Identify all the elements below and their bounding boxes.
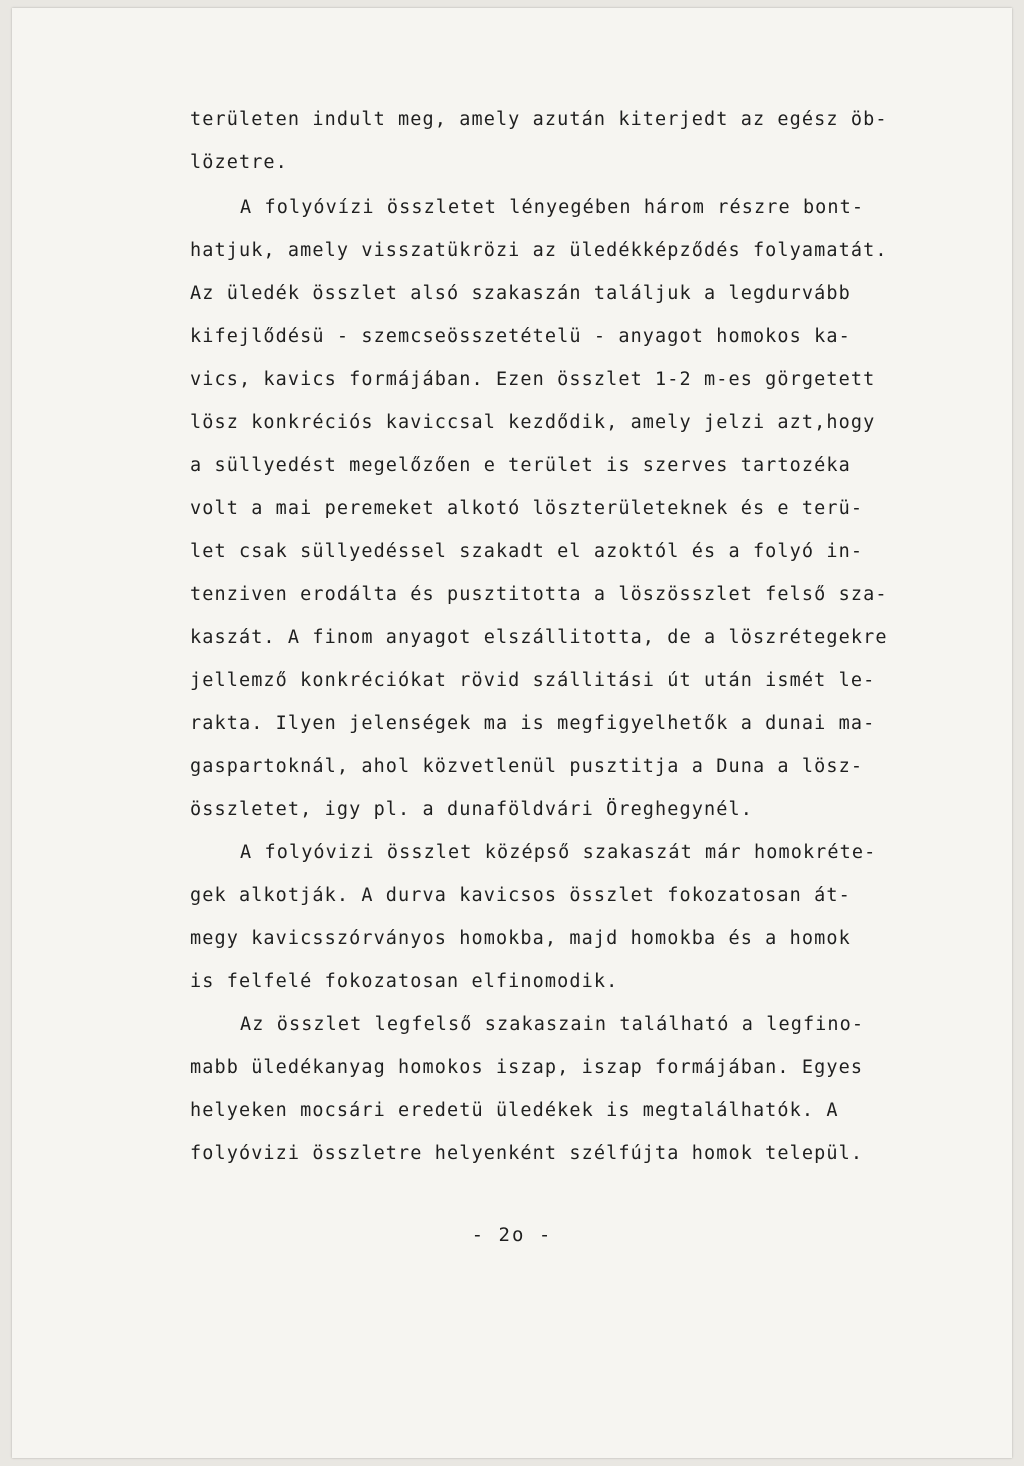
text-line: mabb üledékanyag homokos iszap, iszap formájában. Egyes bbox=[190, 1057, 864, 1078]
text-line: jellemző konkréciókat rövid szállitási út után ismét le- bbox=[190, 670, 876, 691]
text-line: helyeken mocsári eredetü üledékek is megtalálhatók. A bbox=[190, 1100, 839, 1121]
text-line: let csak süllyedéssel szakadt el azoktól és a folyó in- bbox=[190, 541, 864, 562]
text-line: vics, kavics formájában. Ezen összlet 1-2 m-es görgetett bbox=[190, 369, 876, 390]
text-line: tenziven erodálta és pusztitotta a löszösszlet felső sza- bbox=[190, 584, 888, 605]
text-line: rakta. Ilyen jelenségek ma is megfigyelhetők a dunai ma- bbox=[190, 713, 876, 734]
text-line: kaszát. A finom anyagot elszállitotta, de a löszrétegekre bbox=[190, 627, 888, 648]
text-line: A folyóvizi összlet középső szakaszát már homokréte- bbox=[240, 842, 877, 863]
page-number: - 2o - bbox=[471, 1224, 553, 1246]
text-line: a süllyedést megelőzően e terület is szerves tartozéka bbox=[190, 455, 851, 476]
text-line: hatjuk, amely visszatükrözi az üledékképződés folyamatát. bbox=[190, 240, 888, 261]
text-line: is felfelé fokozatosan elfinomodik. bbox=[190, 971, 619, 992]
text-line: kifejlődésü - szemcseösszetételü - anyagot homokos ka- bbox=[190, 326, 851, 347]
text-line: lösz konkréciós kaviccsal kezdődik, amely jelzi azt,hogy bbox=[190, 412, 876, 433]
text-line: Az összlet legfelső szakaszain található a legfino- bbox=[240, 1014, 865, 1035]
text-line: megy kavicsszórványos homokba, majd homokba és a homok bbox=[190, 928, 851, 949]
text-line: gek alkotják. A durva kavicsos összlet fokozatosan át- bbox=[190, 885, 851, 906]
text-line: területen indult meg, amely azután kiterjedt az egész öb- bbox=[190, 109, 888, 130]
text-line: összletet, igy pl. a dunaföldvári Öreghegynél. bbox=[190, 799, 753, 820]
text-line: A folyóvízi összletet lényegében három részre bont- bbox=[240, 197, 865, 218]
text-line: folyóvizi összletre helyenként szélfújta homok települ. bbox=[190, 1143, 864, 1164]
text-line: lözetre. bbox=[190, 152, 288, 173]
text-line: volt a mai peremeket alkotó löszterületeknek és e terü- bbox=[190, 498, 864, 519]
text-line: gaspartoknál, ahol közvetlenül pusztitja a Duna a lösz- bbox=[190, 756, 864, 777]
text-line: Az üledék összlet alsó szakaszán találjuk a legdurvább bbox=[190, 283, 851, 304]
